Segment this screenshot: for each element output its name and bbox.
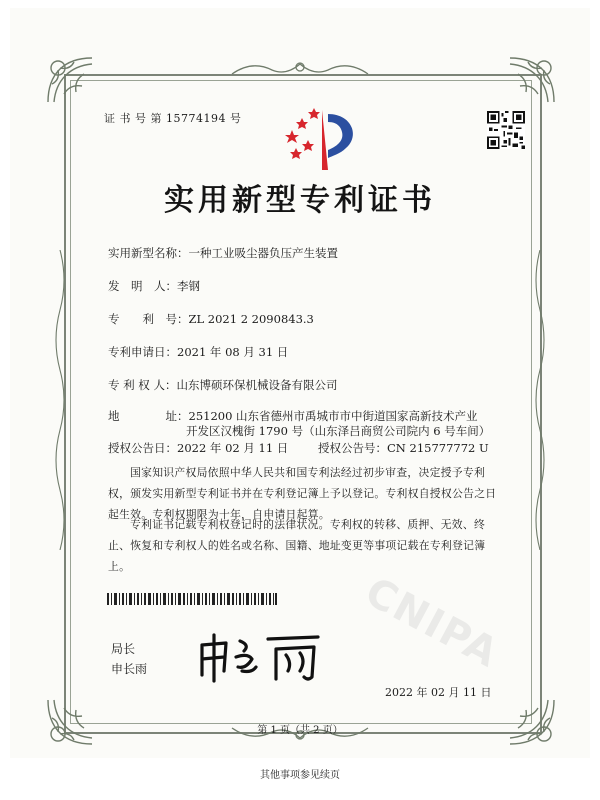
field-label: 发 明 人： <box>108 279 177 293</box>
field-label: 授权公告号： <box>318 441 387 455</box>
field-address <box>108 408 478 424</box>
field-value: 2022 年 02 月 11 日 <box>177 441 289 455</box>
corner-ornament-top-right <box>506 54 558 106</box>
certificate-number: 证 书 号 第 15774194 号 <box>104 112 242 125</box>
field-inventor <box>108 278 200 294</box>
footer-note: 其他事项参见续页 <box>260 770 340 781</box>
field-label: 授权公告日： <box>108 441 177 455</box>
field-value: 李钢 <box>177 279 200 293</box>
certificate-title: 实用新型专利证书 <box>164 183 436 218</box>
cnipa-watermark: CNIPA <box>357 568 507 678</box>
legal-status-paragraph: 专利证书记载专利权登记时的法律状况。专利权的转移、质押、无效、终止、恢复和专利权人的姓名或名称、国籍、地址变更等事项记载在专利登记簿上。 <box>108 518 486 573</box>
field-grant-announcement-number <box>318 440 489 456</box>
grant-paragraph: 国家知识产权局依照中华人民共和国专利法经过初步审查，决定授予专利权，颁发实用新型专利证书并在专利登记簿上予以登记。专利权自授权公告之日起生效。专利权期限为十年，自申请日起算。 <box>108 466 497 521</box>
field-utility-model-name <box>108 245 338 261</box>
barcode-icon <box>107 593 277 605</box>
field-value: 251200 山东省德州市禹城市市中街道国家高新技术产业 <box>188 409 478 423</box>
field-value: CN 215777772 U <box>387 441 489 455</box>
top-center-ornament <box>230 60 370 78</box>
field-label: 专 利 权 人： <box>108 378 177 392</box>
signer-name: 申长雨 <box>111 662 148 676</box>
field-value: 山东博硕环保机械设备有限公司 <box>176 378 338 392</box>
field-address-line2: 开发区汉槐街 1790 号（山东泽吕商贸公司院内 6 号车间） <box>186 424 491 438</box>
field-value: ZL 2021 2 2090843.3 <box>188 312 314 326</box>
signature-date: 2022 年 02 月 11 日 <box>385 686 492 699</box>
field-label: 专利申请日： <box>108 345 177 359</box>
field-application-date <box>108 344 288 360</box>
corner-ornament-top-left <box>44 54 96 106</box>
field-label: 实用新型名称： <box>108 246 189 260</box>
field-value: 2021 年 08 月 31 日 <box>177 345 289 359</box>
handwritten-signature <box>196 627 326 685</box>
field-patent-number <box>108 311 314 327</box>
signer-role: 局长 <box>111 642 136 656</box>
qr-code-icon <box>487 111 525 149</box>
page-number: 第 1 页（共 2 页） <box>257 725 343 736</box>
field-label: 专 利 号： <box>108 312 189 326</box>
field-grant-announcement-date <box>108 440 288 456</box>
right-side-ornament <box>532 250 548 550</box>
cnipa-emblem-icon <box>276 100 366 176</box>
field-label: 地 址： <box>108 409 189 423</box>
field-value: 一种工业吸尘器负压产生装置 <box>188 246 338 260</box>
left-side-ornament <box>52 250 68 550</box>
field-patentee <box>108 377 337 393</box>
